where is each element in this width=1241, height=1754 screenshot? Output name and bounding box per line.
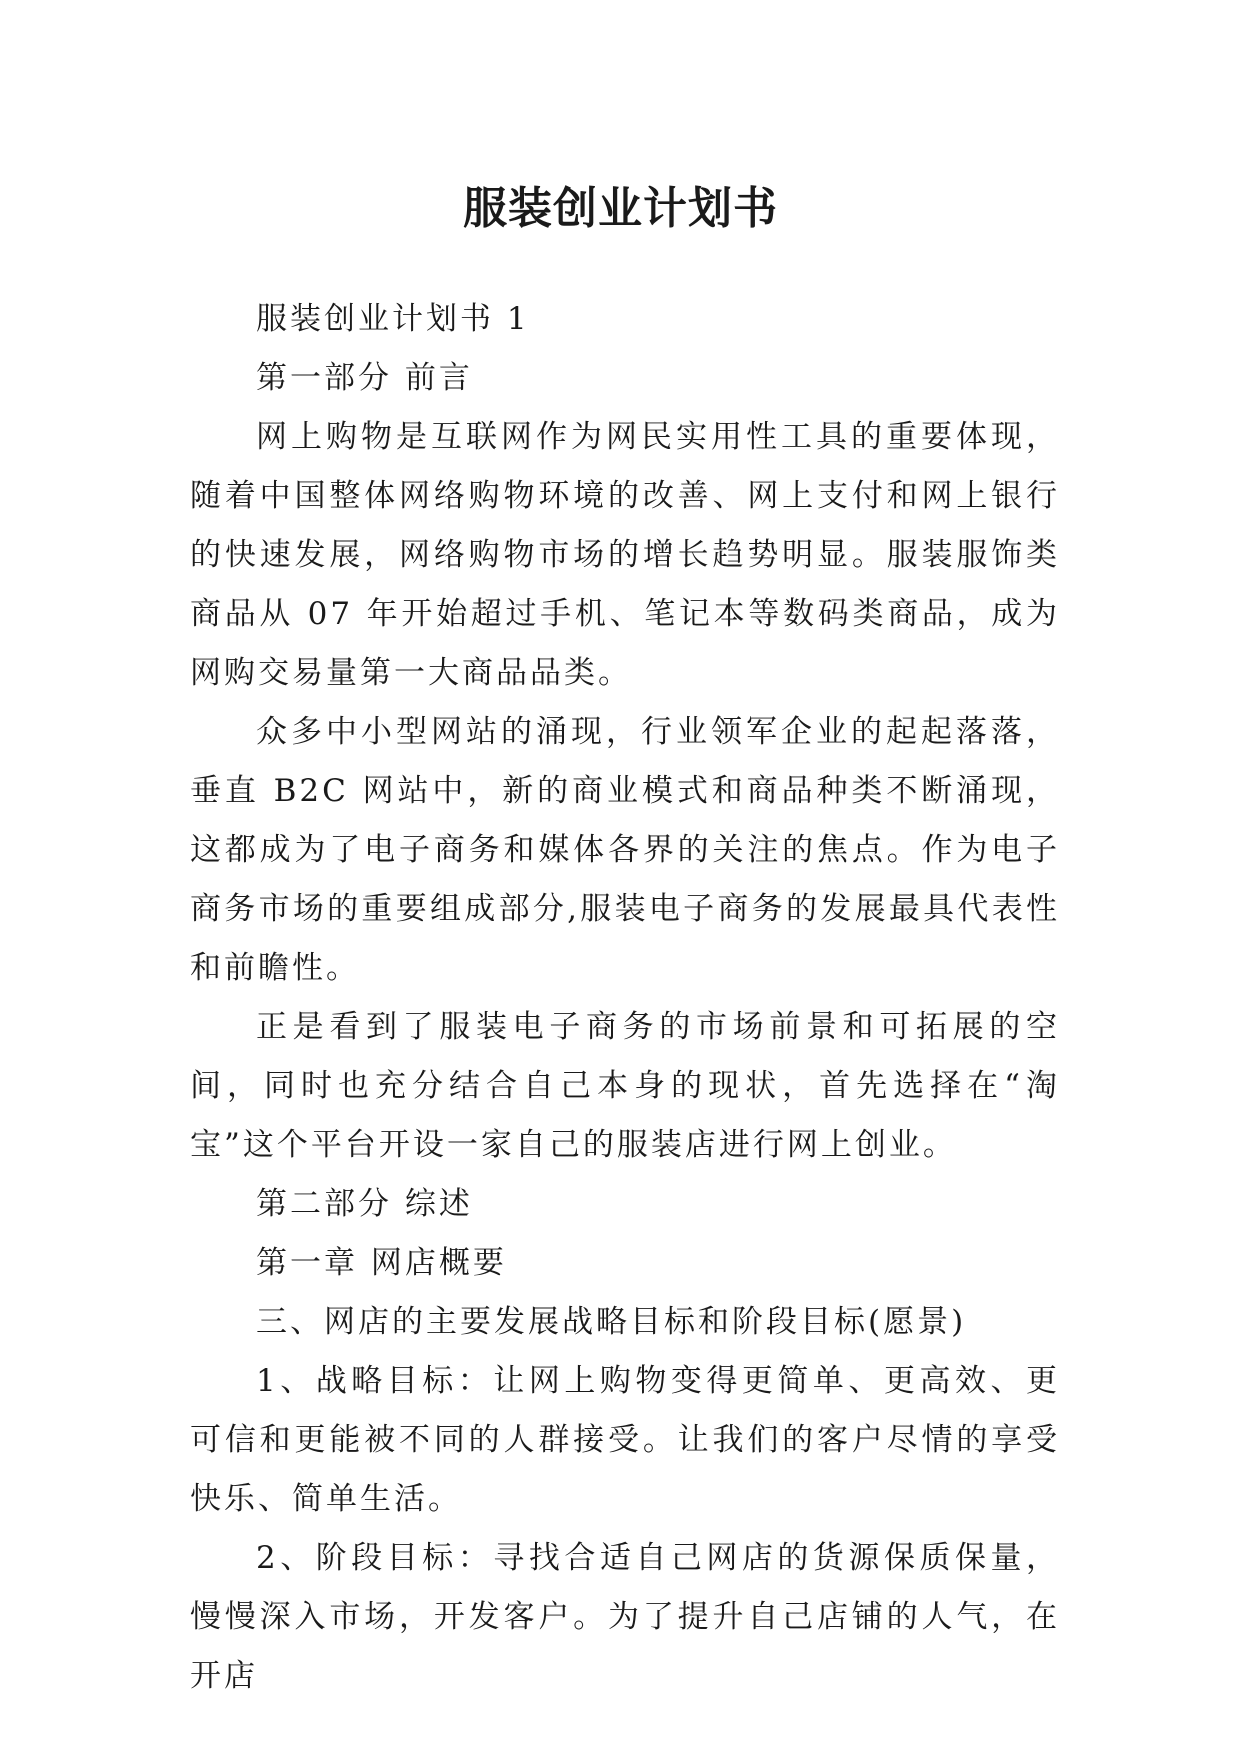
paragraph-stage-goal: 2、阶段目标：寻找合适自己网店的货源保质保量，慢慢深入市场，开发客户。为了提升自己店铺的人气，在开店: [190, 1540, 1060, 1694]
document-title: 服装创业计划书: [463, 183, 778, 235]
paragraph-chapter-one-heading: 第一章 网店概要: [256, 1245, 507, 1281]
paragraph-taobao-decision: 正是看到了服装电子商务的市场前景和可拓展的空间，同时也充分结合自己本身的现状，首先选择在“淘宝”这个平台开设一家自己的服装店进行网上创业。: [190, 1009, 1060, 1163]
paragraph-part-two-heading: 第二部分 综述: [256, 1186, 473, 1222]
paragraph-section-heading: 服装创业计划书 1: [256, 301, 530, 337]
paragraph-b2c-trends: 众多中小型网站的涌现，行业领军企业的起起落落，垂直 B2C 网站中，新的商业模式和商品种类不断涌现，这都成为了电子商务和媒体各界的关注的焦点。作为电子商务市场的重要组成部分,服装电子商务的发展最具代表性和前瞻性。: [190, 714, 1060, 986]
paragraph-part-one-heading: 第一部分 前言: [256, 360, 473, 396]
document-body: [190, 290, 1060, 1706]
paragraph-intro-online-shopping: 网上购物是互联网作为网民实用性工具的重要体现，随着中国整体网络购物环境的改善、网上支付和网上银行的快速发展，网络购物市场的增长趋势明显。服装服饰类商品从 07 年开始超过手机、笔记本等数码类商品，成为网购交易量第一大商品品类。: [190, 419, 1060, 691]
paragraph-goals-heading: 三、网店的主要发展战略目标和阶段目标(愿景): [256, 1304, 967, 1340]
paragraph-strategic-goal: 1、战略目标：让网上购物变得更简单、更高效、更可信和更能被不同的人群接受。让我们的客户尽情的享受快乐、简单生活。: [190, 1363, 1060, 1517]
